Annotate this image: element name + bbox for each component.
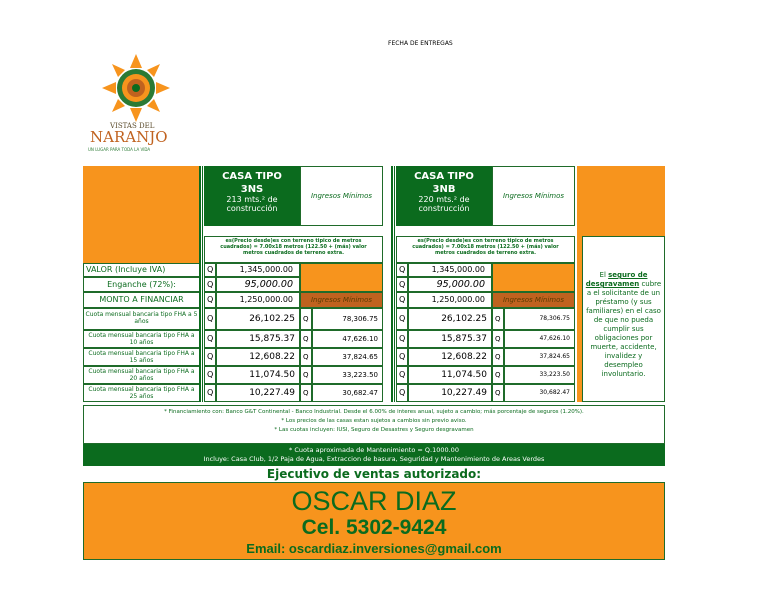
label-valor: VALOR (Incluye IVA) xyxy=(83,263,200,277)
house-0-border xyxy=(199,166,203,402)
contact-email[interactable]: Email: oscardiaz.inversiones@gmail.com xyxy=(246,541,502,556)
house-0-enganche-currency: Q xyxy=(204,277,216,292)
label-cuota-5: Cuota mensual bancaria tipo FHA a 5 años xyxy=(83,308,200,330)
house-1-ingreso-4-currency: Q xyxy=(492,384,504,402)
house-1-ingreso-1-currency: Q xyxy=(492,330,504,348)
house-1-monto-currency: Q xyxy=(396,292,408,308)
house-1-ingreso-0-value: 78,306.75 xyxy=(504,308,575,330)
house-1-cuota-4-value: 10,227.49 xyxy=(408,384,492,402)
house-1-valor-value: 1,345,000.00 xyxy=(408,263,492,277)
house-0-note: es(Precio desde)es con terreno tipico de metros cuadrados) = 7.00x18 metros (122.50 + (más) valor metros cuadrados de terreno extra. xyxy=(204,236,383,263)
house-0-cuota-4-currency: Q xyxy=(204,384,216,402)
house-1-title-box xyxy=(396,166,492,226)
house-0-cuota-2-value: 12,608.22 xyxy=(216,348,300,366)
left-orange-band xyxy=(83,166,200,263)
house-0-ingreso-4-currency: Q xyxy=(300,384,312,402)
fecha-entregas: FECHA DE ENTREGAS xyxy=(388,40,453,47)
seguro-text: cubre a el solicitante de un préstamo (y sus familiares) en el caso de que no pueda cumplir sus obligaciones por muerte, accidente, invalidez y desempleo involuntario. xyxy=(586,280,662,378)
house-0-valor-value: 1,345,000.00 xyxy=(216,263,300,277)
house-0-cuota-1-value: 15,875.37 xyxy=(216,330,300,348)
contact-box xyxy=(83,482,665,560)
house-0-monto-value: 1,250,000.00 xyxy=(216,292,300,308)
house-0-orange-fill xyxy=(300,263,383,292)
house-1-note: es(Precio desde)es con terreno tipico de metros cuadrados) = 7.00x18 metros (122.50 + (más) valor metros cuadrados de terreno extra. xyxy=(396,236,575,263)
house-0-title: CASA TIPO xyxy=(222,171,282,182)
house-1-cuota-2-value: 12,608.22 xyxy=(408,348,492,366)
house-0-valor-currency: Q xyxy=(204,263,216,277)
label-cuota-15: Cuota mensual bancaria tipo FHA a 15 años xyxy=(83,348,200,366)
mantenimiento-incluye: Incluye: Casa Club, 1/2 Paja de Agua, Extraccion de basura, Seguridad y Mantenimiento de Areas Verdes xyxy=(203,455,545,463)
house-0-ingreso-1-currency: Q xyxy=(300,330,312,348)
house-1-cuota-0-value: 26,102.25 xyxy=(408,308,492,330)
mantenimiento-box xyxy=(83,444,665,466)
house-0-cuota-3-value: 11,074.50 xyxy=(216,366,300,384)
house-1-valor-currency: Q xyxy=(396,263,408,277)
house-1-ingreso-4-value: 30,682.47 xyxy=(504,384,575,402)
house-0-ingreso-3-currency: Q xyxy=(300,366,312,384)
house-0-ingresos-label: Ingresos Mínimos xyxy=(300,292,383,308)
ejecutivo-header: Ejecutivo de ventas autorizado: xyxy=(266,467,482,481)
sun-logo-icon xyxy=(88,50,184,128)
contact-phone: Cel. 5302-9424 xyxy=(301,516,447,539)
house-1-ingreso-2-currency: Q xyxy=(492,348,504,366)
logo-brand-main: NARANJO xyxy=(90,128,168,146)
house-0-cuota-4-value: 10,227.49 xyxy=(216,384,300,402)
house-1-cuota-3-value: 11,074.50 xyxy=(408,366,492,384)
house-1-cuota-4-currency: Q xyxy=(396,384,408,402)
house-0-cuota-1-currency: Q xyxy=(204,330,216,348)
house-1-ingreso-3-currency: Q xyxy=(492,366,504,384)
house-0-ingresos-header: Ingresos Mínimos xyxy=(300,166,383,226)
label-enganche: Enganche (72%): xyxy=(83,277,200,292)
house-0-cuota-3-currency: Q xyxy=(204,366,216,384)
house-0-model: 3NS xyxy=(240,184,264,195)
seguro-box xyxy=(582,236,665,402)
house-0-area: 213 mts.² de construcción xyxy=(226,195,278,213)
label-cuota-25: Cuota mensual bancaria tipo FHA a 25 años xyxy=(83,384,200,402)
house-1-title: CASA TIPO xyxy=(414,171,474,182)
footnotes-box xyxy=(83,405,665,444)
house-1-ingreso-0-currency: Q xyxy=(492,308,504,330)
house-0-title-box xyxy=(204,166,300,226)
house-1-enganche-currency: Q xyxy=(396,277,408,292)
label-monto: MONTO A FINANCIAR xyxy=(83,292,200,308)
seguro-link: seguro de desgravamen xyxy=(585,271,648,288)
house-0-monto-currency: Q xyxy=(204,292,216,308)
footnote-cuotas: * Las cuotas incluyen: IUSI, Seguro de Desastres y Seguro desgravamen xyxy=(274,427,474,433)
house-0-enganche-value: 95,000.00 xyxy=(216,277,300,292)
house-0-ingreso-0-currency: Q xyxy=(300,308,312,330)
house-1-cuota-0-currency: Q xyxy=(396,308,408,330)
house-1-ingreso-1-value: 47,626.10 xyxy=(504,330,575,348)
house-1-border xyxy=(391,166,395,402)
contact-name: OSCAR DIAZ xyxy=(291,486,457,516)
house-0-ingreso-0-value: 78,306.75 xyxy=(312,308,383,330)
house-1-cuota-3-currency: Q xyxy=(396,366,408,384)
house-1-ingresos-header: Ingresos Mínimos xyxy=(492,166,575,226)
footnote-financiamiento: * Financiamiento con: Banco G&T Continental - Banco Industrial. Desde el 6.00% de interes anual, sujeto a cambio; más porcentaje de seguros (1.20%). xyxy=(164,409,584,415)
house-0-ingreso-1-value: 47,626.10 xyxy=(312,330,383,348)
house-1-area: 220 mts.² de construcción xyxy=(418,195,470,213)
house-0-ingreso-2-value: 37,824.65 xyxy=(312,348,383,366)
house-1-orange-fill xyxy=(492,263,575,292)
mantenimiento-cuota: * Cuota aproximada de Mantenimiento = Q.1000.00 xyxy=(289,446,459,454)
house-0-cuota-2-currency: Q xyxy=(204,348,216,366)
house-1-cuota-1-value: 15,875.37 xyxy=(408,330,492,348)
house-0-cuota-0-value: 26,102.25 xyxy=(216,308,300,330)
house-0-ingreso-2-currency: Q xyxy=(300,348,312,366)
house-1-enganche-value: 95,000.00 xyxy=(408,277,492,292)
house-1-cuota-1-currency: Q xyxy=(396,330,408,348)
footnote-precios: * Los precios de las casas estan sujetos a cambios sin previo aviso. xyxy=(281,418,467,424)
logo-brand-top: VISTAS DEL xyxy=(110,122,155,130)
logo xyxy=(88,50,184,156)
house-1-model: 3NB xyxy=(432,184,456,195)
house-0-ingreso-3-value: 33,223.50 xyxy=(312,366,383,384)
house-1-cuota-2-currency: Q xyxy=(396,348,408,366)
logo-tagline: UN LUGAR PARA TODA LA VIDA xyxy=(88,147,151,152)
house-1-ingreso-2-value: 37,824.65 xyxy=(504,348,575,366)
house-1-ingresos-label: Ingresos Mínimos xyxy=(492,292,575,308)
house-0-ingreso-4-value: 30,682.47 xyxy=(312,384,383,402)
seguro-pre: El xyxy=(599,271,609,279)
house-1-ingreso-3-value: 33,223.50 xyxy=(504,366,575,384)
house-1-monto-value: 1,250,000.00 xyxy=(408,292,492,308)
house-0-cuota-0-currency: Q xyxy=(204,308,216,330)
label-cuota-10: Cuota mensual bancaria tipo FHA a 10 años xyxy=(83,330,200,348)
label-cuota-20: Cuota mensual bancaria tipo FHA a 20 años xyxy=(83,366,200,384)
